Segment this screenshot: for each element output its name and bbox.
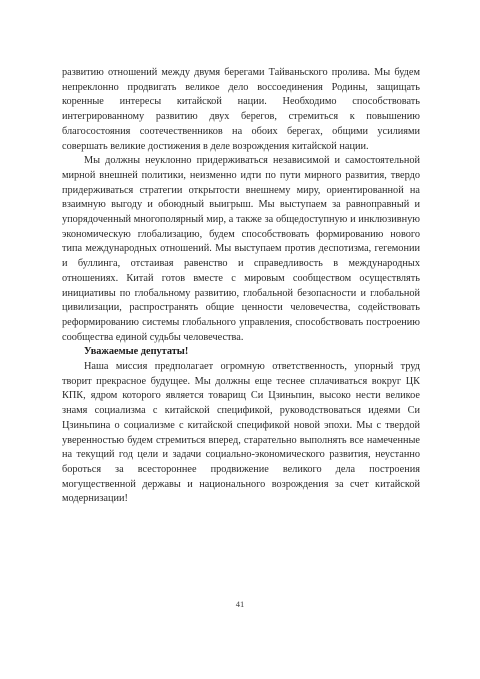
paragraph-foreign-policy: Мы должны неуклонно придерживаться независимой и самостоятельной мирной внешней политики, неизменно идти по пути мирного развития, твердо придерживаться стратегии открытости внешнему миру, ориентированной на взаимную выгоду и обоюдный выигрыш. Мы выступаем за равноправный и упорядоченный многополярный мир, а также за общедоступную и инклюзивную экономическую глобализацию, будем способствовать формированию нового типа международных отношений. Мы выступаем против деспотизма, гегемонии и буллинга, отстаивая равенство и справедливость в международных отношениях. Китай готов вместе с мировым сообществом осуществлять инициативы по глобальному развитию, глобальной безопасности и глобальной цивилизации, распространять общие ценности человечества, содействовать реформированию системы глобального управления, способствовать построению сообщества единой судьбы человечества.: [62, 155, 420, 343]
page-number: 41: [235, 599, 245, 609]
body-text: [62, 66, 420, 507]
paragraph-taiwan-strait: развитию отношений между двумя берегами Тайваньского пролива. Мы будем непреклонно продвигать великое дело воссоединения Родины, защищать коренные интересы китайской нации. Необходимо способствовать интегрированному развитию двух берегов, стремиться к повышению благосостояния соотечественников на обоих берегах, общими усилиями совершать великие достижения в деле возрождения китайской нации.: [62, 67, 420, 152]
address-heading: Уважаемые депутаты!: [84, 346, 189, 358]
paragraph-mission: Наша миссия предполагает огромную ответственность, упорный труд творит прекрасное будущее. Мы должны еще теснее сплачиваться вокруг ЦК КПК, ядром которого является товарищ Си Цзиньпин, высоко нести великое знамя социализма с китайской спецификой, руководствоваться идеями Си Цзиньпина о социализме с китайской спецификой новой эпохи. Мы с твердой уверенностью будем стремиться вперед, старательно выполнять все намеченные на текущий год цели и задачи социально-экономического развития, неустанно бороться за всестороннее продвижение великого дела построения могущественной державы и национального возрождения за счет китайской модернизации!: [62, 361, 420, 505]
